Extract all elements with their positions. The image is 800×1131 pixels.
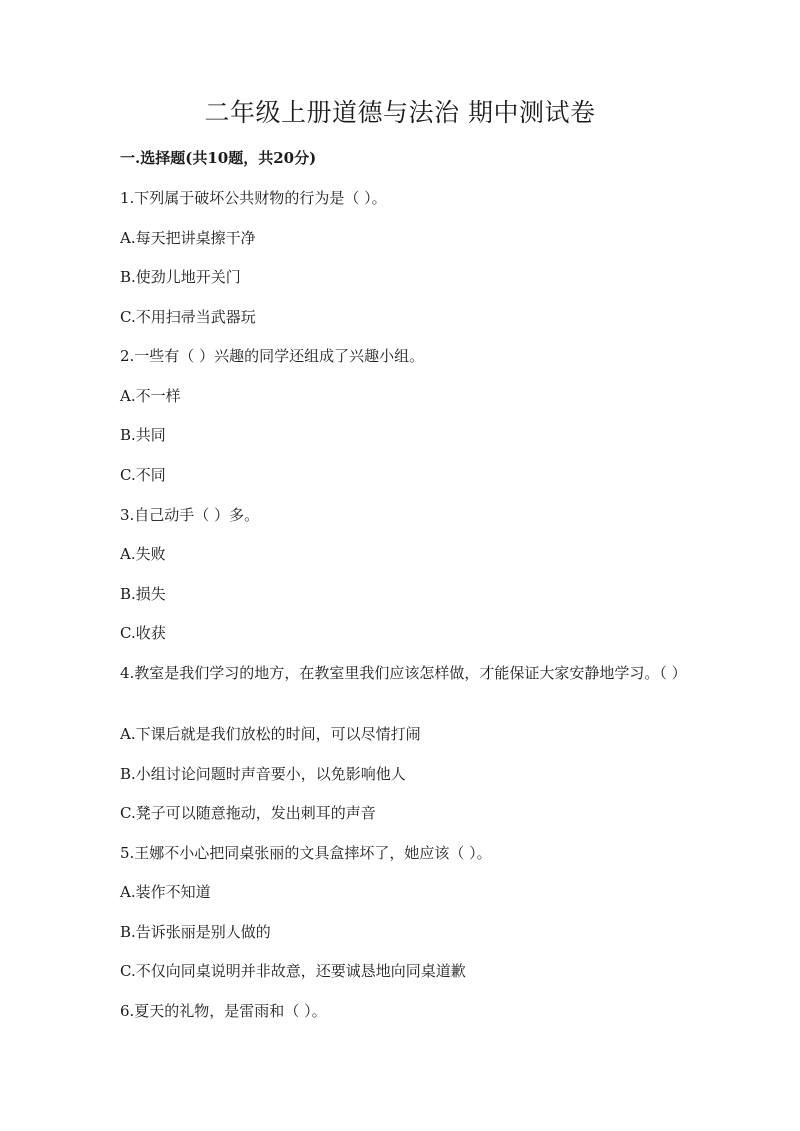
question-3-option-c: C.收获 — [120, 624, 166, 642]
question-5-option-b: B.告诉张丽是别人做的 — [120, 923, 271, 941]
question-5-option-c: C.不仅向同桌说明并非故意，还要诚恳地向同桌道歉 — [120, 962, 466, 980]
question-2-option-c: C.不同 — [120, 466, 166, 484]
question-4-option-a: A.下课后就是我们放松的时间，可以尽情打闹 — [120, 725, 421, 743]
question-4-option-b: B.小组讨论问题时声音要小，以免影响他人 — [120, 765, 406, 783]
question-4-stem: 4.教室是我们学习的地方，在教室里我们应该怎样做，才能保证大家安静地学习。（ ） — [120, 664, 687, 682]
question-3-stem: 3.自己动手（ ）多。 — [120, 506, 260, 524]
question-3-option-b: B.损失 — [120, 585, 166, 603]
section-header: 一.选择题(共10题，共20分) — [120, 149, 317, 167]
question-1-option-c: C.不用扫帚当武器玩 — [120, 308, 256, 326]
page-title: 二年级上册道德与法治 期中测试卷 — [204, 98, 596, 127]
question-3-option-a: A.失败 — [120, 545, 166, 563]
question-2-option-b: B.共同 — [120, 426, 166, 444]
question-1-stem: 1.下列属于破坏公共财物的行为是（ ）。 — [120, 189, 387, 207]
question-6-stem: 6.夏天的礼物，是雷雨和（ ）。 — [120, 1002, 327, 1020]
question-1-option-b: B.使劲儿地开关门 — [120, 268, 241, 286]
question-5-stem: 5.王娜不小心把同桌张丽的文具盒摔坏了，她应该（ ）。 — [120, 844, 492, 862]
question-2-stem: 2.一些有（ ）兴趣的同学还组成了兴趣小组。 — [120, 347, 425, 365]
question-2-option-a: A.不一样 — [120, 387, 181, 405]
question-1-option-a: A.每天把讲桌擦干净 — [120, 229, 256, 247]
question-5-option-a: A.装作不知道 — [120, 883, 211, 901]
question-4-option-c: C.凳子可以随意拖动，发出刺耳的声音 — [120, 804, 376, 822]
